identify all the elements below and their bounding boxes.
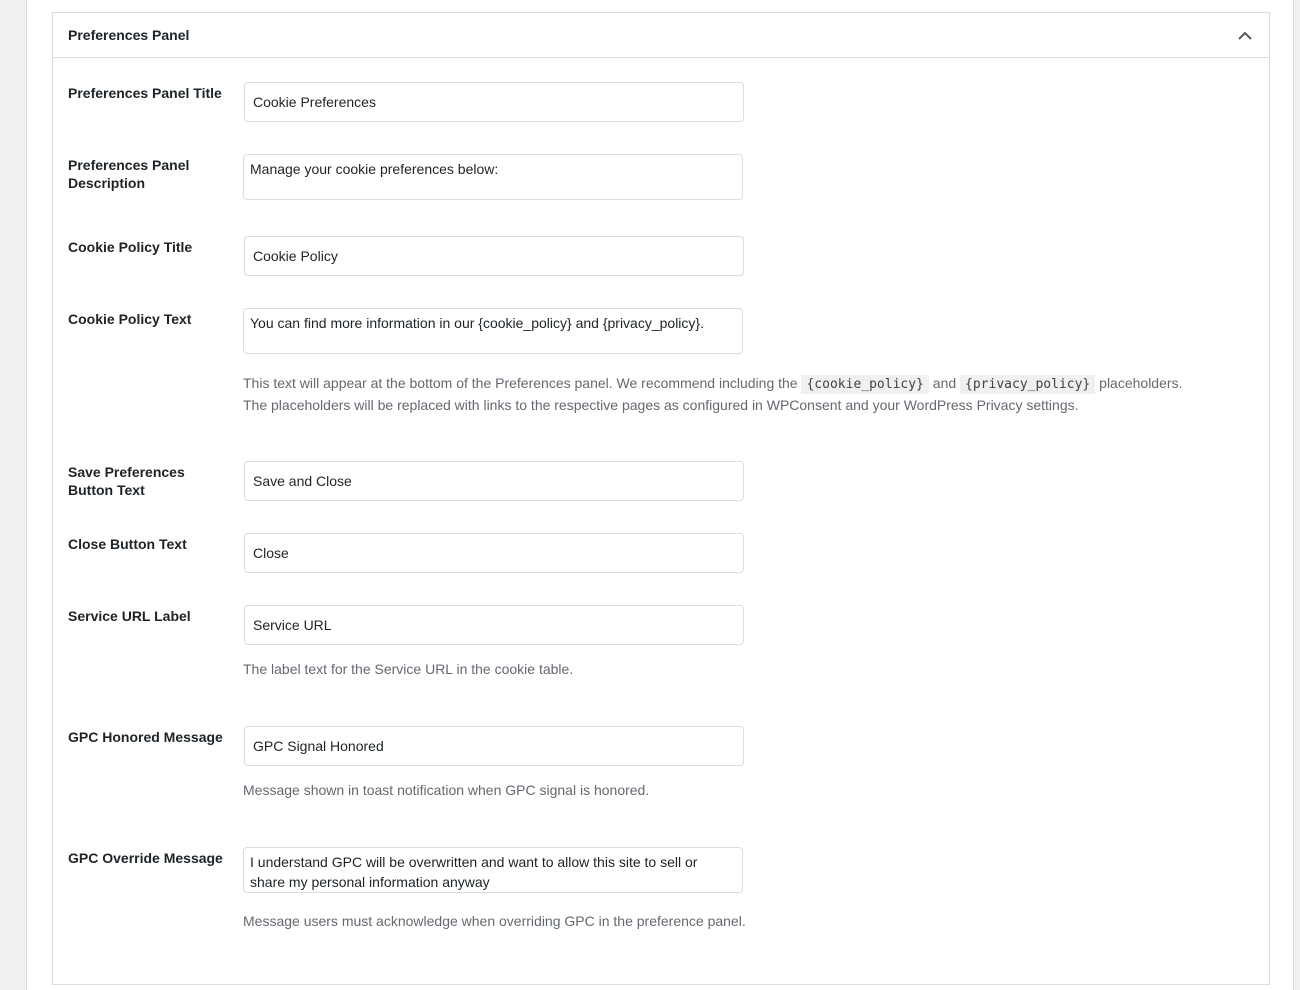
cookie-policy-text-help-line1 [243, 372, 1182, 396]
close-button-text-input[interactable]: Close [244, 533, 744, 573]
chevron-up-icon[interactable] [1237, 27, 1253, 43]
gpc-override-message-help: Message users must acknowledge when overriding GPC in the preference panel. [243, 913, 746, 929]
cookie-policy-text-textarea[interactable]: You can find more information in our {cookie_policy} and {privacy_policy}. [243, 308, 743, 354]
cookie-policy-title-input[interactable]: Cookie Policy [244, 236, 744, 276]
gpc-honored-message-label: GPC Honored Message [68, 729, 223, 745]
help-text: This text will appear at the bottom of the Preferences panel. We recommend including the [243, 375, 798, 391]
gpc-honored-message-input[interactable]: GPC Signal Honored [244, 726, 744, 766]
gpc-override-message-textarea[interactable]: I understand GPC will be overwritten and want to allow this site to sell or share my personal information anyway [243, 847, 743, 893]
save-button-text-label-line1: Save Preferences [68, 464, 185, 480]
gpc-override-message-label: GPC Override Message [68, 850, 223, 866]
service-url-label-input[interactable]: Service URL [244, 605, 744, 645]
cookie-policy-placeholder-code: {cookie_policy} [801, 375, 928, 394]
help-text: placeholders. [1099, 375, 1183, 391]
preferences-panel [52, 12, 1270, 985]
panel-title-input[interactable]: Cookie Preferences [244, 82, 744, 122]
cookie-policy-text-help-line2: The placeholders will be replaced with links to the respective pages as configured in WPConsent and your WordPress Privacy settings. [243, 397, 1079, 413]
save-button-text-input[interactable]: Save and Close [244, 461, 744, 501]
panel-title-label: Preferences Panel Title [68, 85, 222, 101]
help-text: and [932, 375, 957, 391]
save-button-text-label [68, 463, 228, 499]
save-button-text-label-line2: Button Text [68, 482, 145, 498]
gpc-honored-message-help: Message shown in toast notification when GPC signal is honored. [243, 782, 650, 798]
service-url-label-label: Service URL Label [68, 608, 191, 624]
cookie-policy-text-label: Cookie Policy Text [68, 311, 192, 327]
panel-description-label [68, 156, 228, 192]
cookie-policy-title-label: Cookie Policy Title [68, 239, 193, 255]
service-url-label-help: The label text for the Service URL in the cookie table. [243, 661, 574, 677]
panel-description-label-line2: Description [68, 175, 146, 191]
content-area [26, 0, 1294, 990]
close-button-text-label: Close Button Text [68, 536, 187, 552]
panel-description-textarea[interactable]: Manage your cookie preferences below: [243, 154, 743, 200]
panel-description-label-line1: Preferences Panel [68, 157, 190, 173]
panel-header[interactable] [53, 13, 1269, 58]
privacy-policy-placeholder-code: {privacy_policy} [960, 375, 1095, 394]
panel-title: Preferences Panel [68, 27, 190, 43]
